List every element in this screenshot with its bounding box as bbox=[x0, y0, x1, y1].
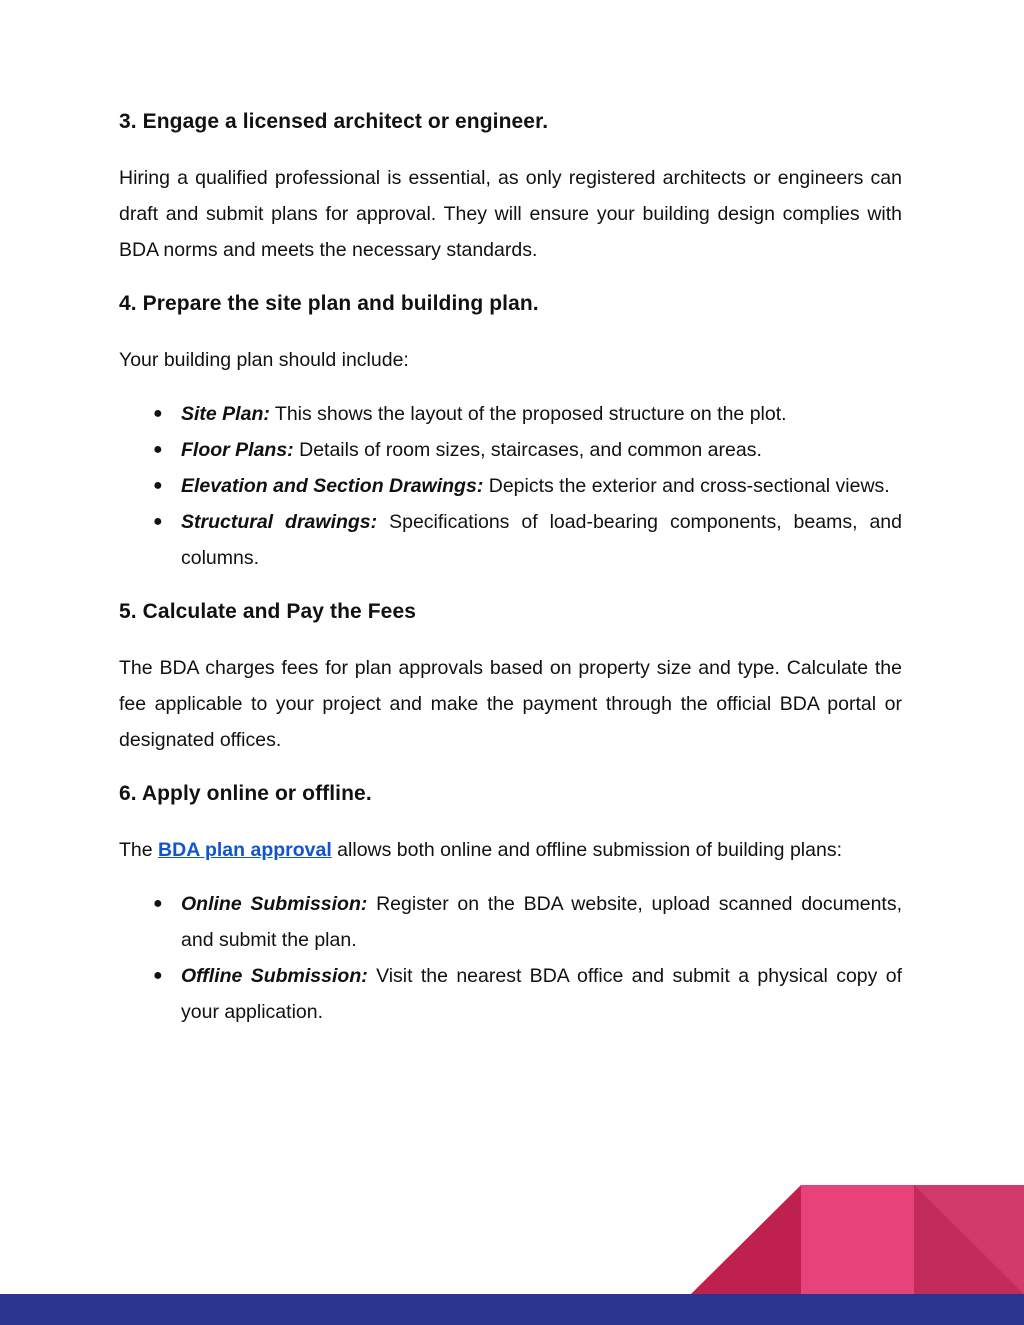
section-5-paragraph: The BDA charges fees for plan approvals based on property size and type. Calculate the fee applicable to your project and make the payment through the official BDA portal or designated offices. bbox=[119, 657, 902, 751]
list-item-term: Online Submission: bbox=[181, 893, 368, 915]
list-item bbox=[119, 958, 902, 1030]
list-item-term: Floor Plans: bbox=[181, 439, 294, 461]
paragraph-suffix: allows both online and offline submission of building plans: bbox=[331, 839, 842, 861]
crimson-triangle-shape bbox=[691, 1185, 801, 1294]
list-item bbox=[119, 396, 902, 432]
bullet-icon: ● bbox=[153, 895, 163, 912]
footer-bar bbox=[0, 1294, 1024, 1325]
list-item-term: Site Plan: bbox=[181, 403, 270, 425]
list-item-text: Specifications of load-bearing components, beams, and columns. bbox=[181, 511, 902, 569]
document-body bbox=[119, 104, 902, 1030]
section-3-heading: 3. Engage a licensed architect or engineer. bbox=[119, 110, 549, 133]
bda-plan-approval-link[interactable]: BDA plan approval bbox=[158, 839, 332, 861]
section-6-paragraph bbox=[119, 832, 902, 868]
list-item-term: Elevation and Section Drawings: bbox=[181, 475, 484, 497]
list-item bbox=[119, 886, 902, 958]
section-4-heading: 4. Prepare the site plan and building plan. bbox=[119, 292, 539, 315]
list-item bbox=[119, 504, 902, 576]
list-item-text: This shows the layout of the proposed structure on the plot. bbox=[269, 403, 787, 425]
list-item-text: Depicts the exterior and cross-sectional views. bbox=[483, 475, 890, 497]
dark-pink-panel-shape bbox=[914, 1185, 1024, 1294]
list-item-text: Register on the BDA website, upload scanned documents, and submit the plan. bbox=[181, 893, 903, 951]
bullet-icon: ● bbox=[153, 441, 163, 458]
bullet-icon: ● bbox=[153, 405, 163, 422]
list-item bbox=[119, 432, 902, 468]
section-5-heading: 5. Calculate and Pay the Fees bbox=[119, 600, 417, 623]
pink-square-shape bbox=[801, 1185, 914, 1294]
bullet-icon: ● bbox=[153, 967, 163, 984]
list-item-term: Structural drawings: bbox=[181, 511, 378, 533]
section-4-paragraph: Your building plan should include: bbox=[119, 349, 409, 371]
list-item-text: Visit the nearest BDA office and submit a physical copy of your application. bbox=[181, 965, 902, 1023]
bullet-icon: ● bbox=[153, 513, 163, 530]
list-item-term: Offline Submission: bbox=[181, 965, 368, 987]
section-6-heading: 6. Apply online or offline. bbox=[119, 782, 372, 805]
list-item bbox=[119, 468, 902, 504]
paragraph-prefix: The bbox=[119, 839, 159, 861]
submission-list bbox=[119, 886, 902, 1030]
shadow-triangle-shape bbox=[914, 1185, 1024, 1294]
building-plan-list bbox=[119, 396, 902, 576]
list-item-text: Details of room sizes, staircases, and common areas. bbox=[293, 439, 762, 461]
bullet-icon: ● bbox=[153, 477, 163, 494]
section-3-paragraph: Hiring a qualified professional is essential, as only registered architects or engineers can draft and submit plans for approval. They will ensure your building design complies with BDA norms and meets the necessary standards. bbox=[119, 167, 902, 261]
